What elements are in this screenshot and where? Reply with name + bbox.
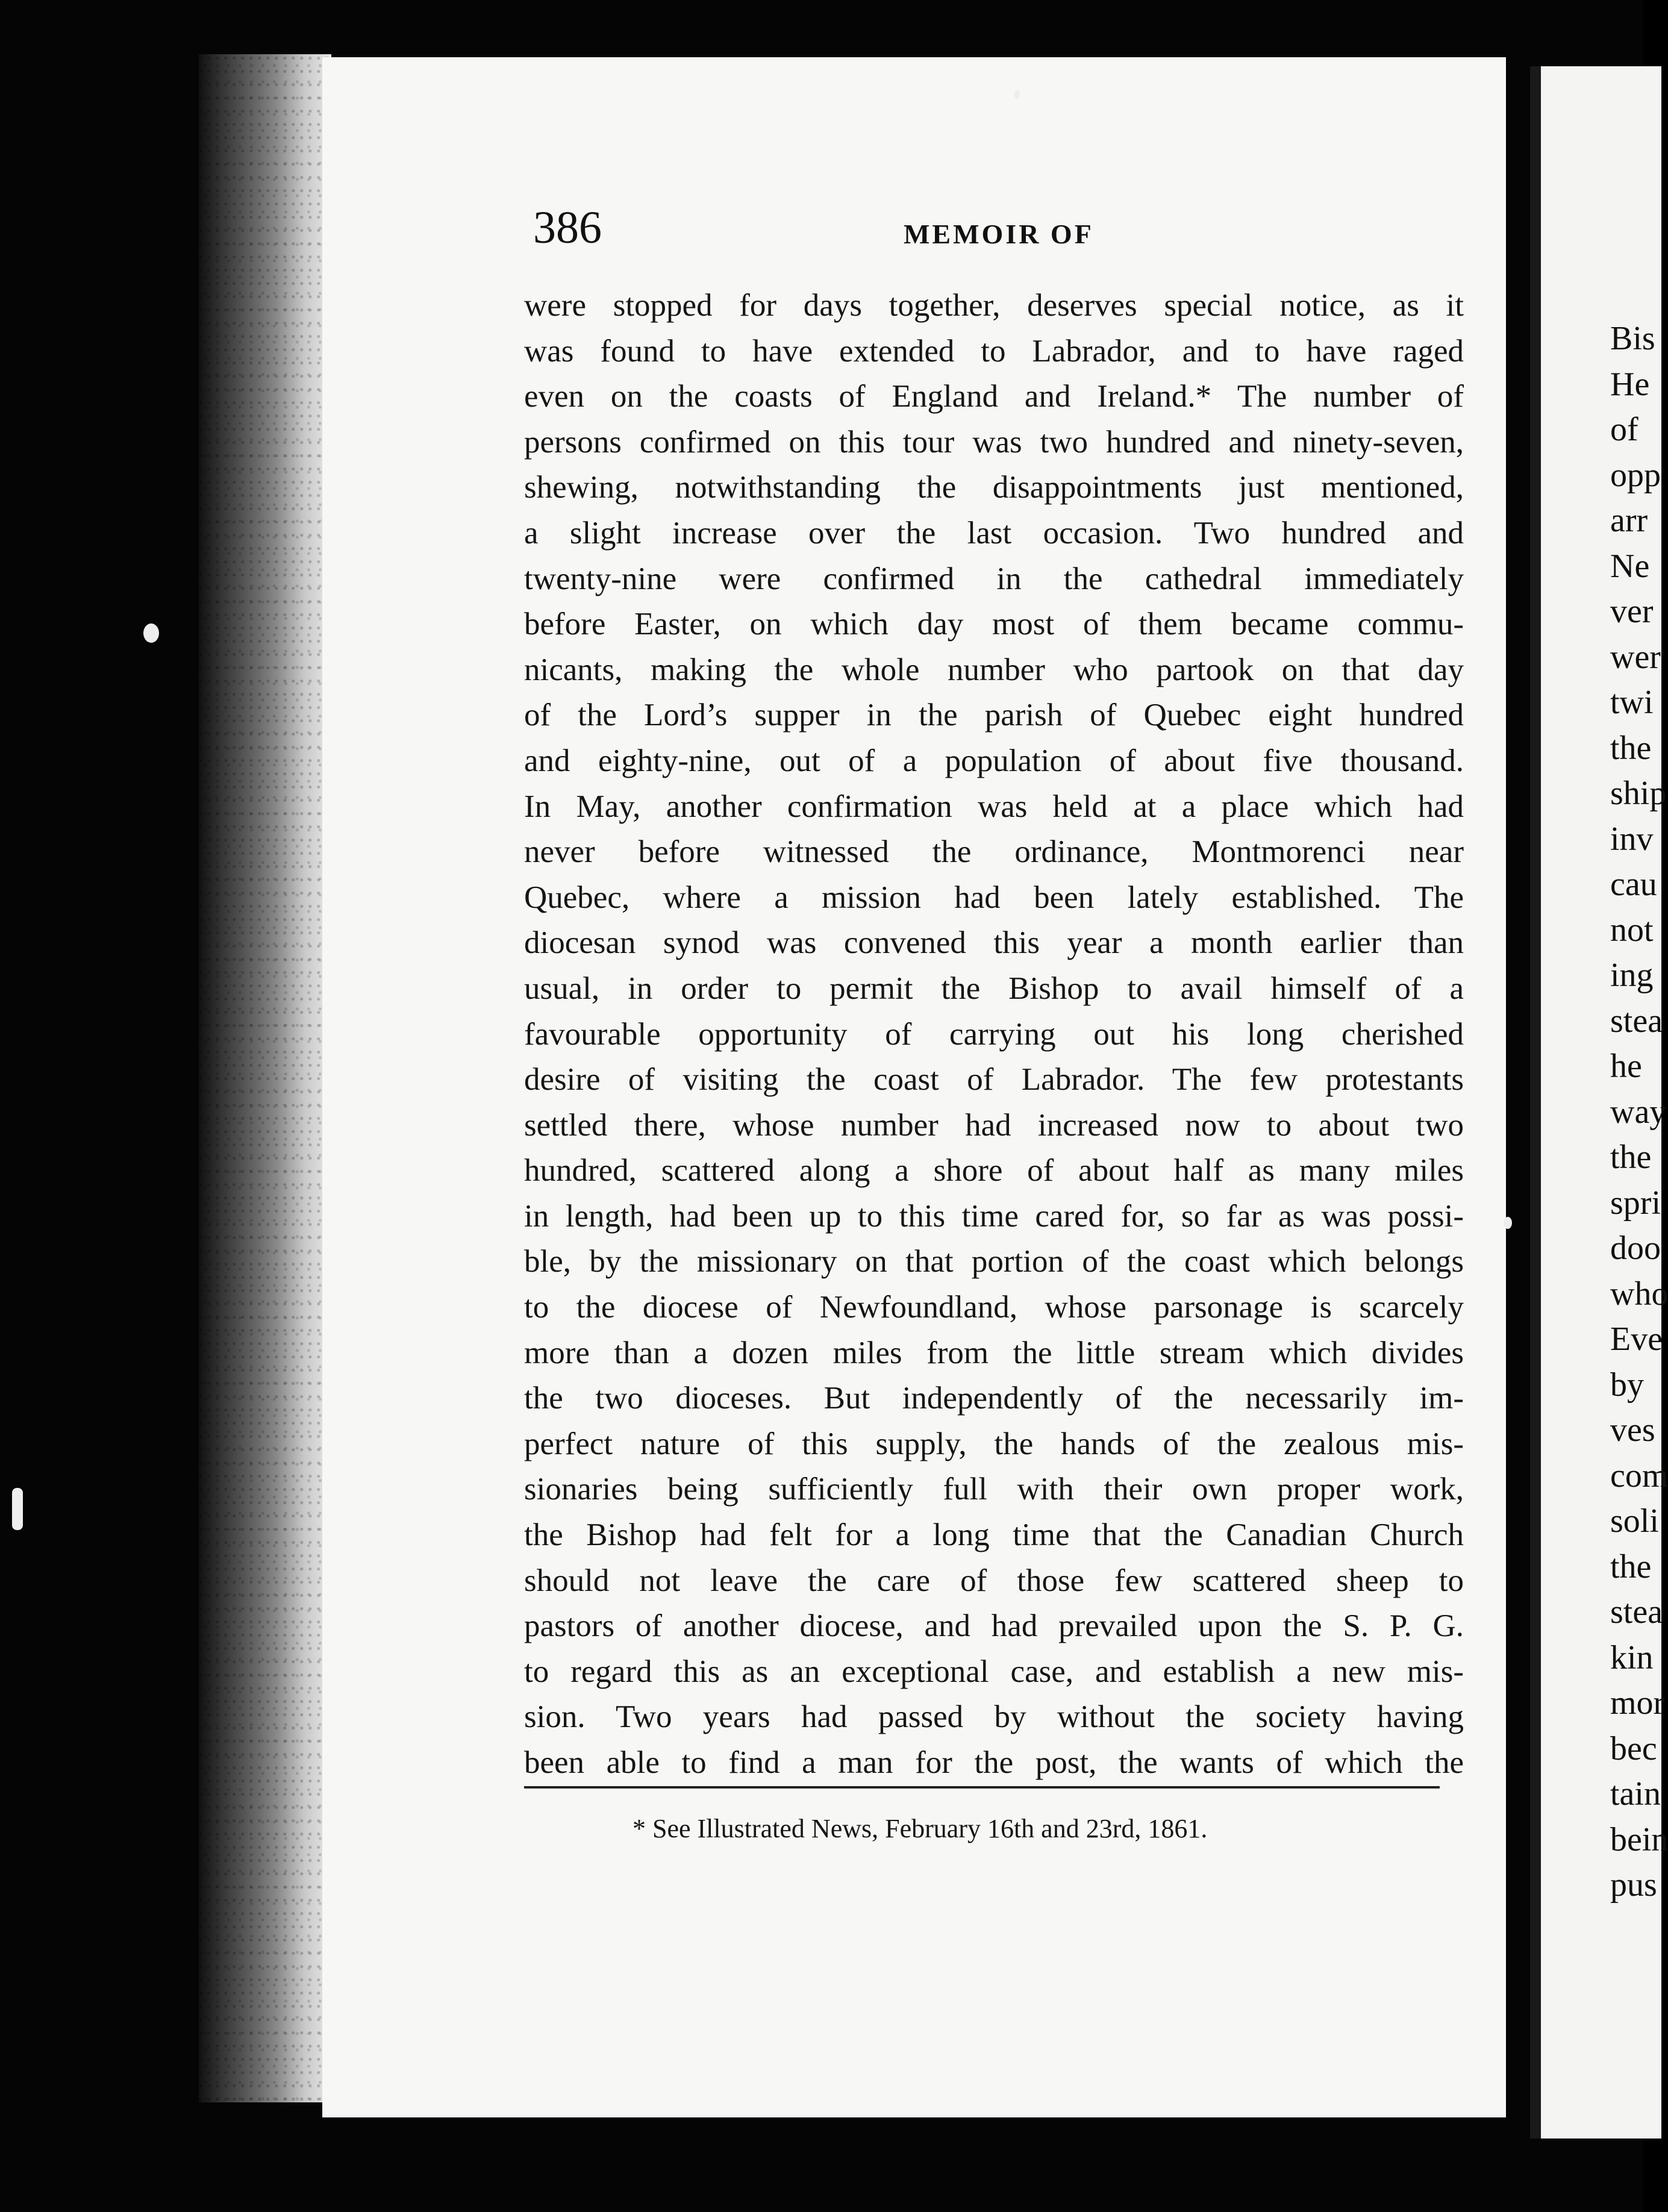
footnote: * See Illustrated News, February 16th and 23rd, 1861. bbox=[633, 1814, 1208, 1843]
page-number: 386 bbox=[533, 202, 602, 253]
text-line: Quebec, where a mission had been lately established. The bbox=[524, 879, 1464, 915]
right-page-word-fragment: mor bbox=[1610, 1684, 1665, 1722]
text-line: to regard this as an exceptional case, and establish a new mis- bbox=[524, 1654, 1464, 1689]
footnote-rule bbox=[524, 1786, 1440, 1789]
text-line: of the Lord’s supper in the parish of Quebec eight hundred bbox=[524, 698, 1464, 733]
text-line: settled there, whose number had increased now to about two bbox=[524, 1107, 1464, 1143]
right-page-word-fragment: soli bbox=[1610, 1502, 1659, 1540]
right-page-word-fragment: Bis bbox=[1610, 320, 1655, 357]
text-line: twenty-nine were confirmed in the cathedral immediately bbox=[524, 561, 1464, 596]
scan-speck bbox=[143, 623, 159, 643]
right-page-word-fragment: ing bbox=[1610, 957, 1654, 994]
text-line: nicants, making the whole number who partook on that day bbox=[524, 652, 1464, 687]
right-page-word-fragment: stea bbox=[1610, 1593, 1663, 1631]
right-page-word-fragment: opp bbox=[1610, 456, 1661, 494]
text-line: the two dioceses. But independently of the necessarily im- bbox=[524, 1381, 1464, 1416]
text-line: should not leave the care of those few scattered sheep to bbox=[524, 1563, 1464, 1598]
running-title: MEMOIR OF bbox=[904, 219, 1094, 249]
right-page-word-fragment: the bbox=[1610, 1548, 1652, 1586]
text-line: persons confirmed on this tour was two hundred and ninety-seven, bbox=[524, 424, 1464, 460]
right-page-word-fragment: inv bbox=[1610, 820, 1654, 858]
text-line: in length, had been up to this time cared for, so far as was possi- bbox=[524, 1198, 1464, 1234]
text-line: more than a dozen miles from the little stream which divides bbox=[524, 1335, 1464, 1370]
text-line: and eighty-nine, out of a population of about five thousand. bbox=[524, 743, 1464, 778]
right-page-fragment bbox=[1530, 66, 1668, 2139]
right-page-word-fragment: bec bbox=[1610, 1729, 1657, 1767]
right-page-word-fragment: the bbox=[1610, 729, 1652, 767]
text-line: usual, in order to permit the Bishop to avail himself of a bbox=[524, 970, 1464, 1006]
scan-speck bbox=[1014, 90, 1020, 99]
right-page-word-fragment: pus bbox=[1610, 1866, 1657, 1904]
text-line: a slight increase over the last occasion. Two hundred and bbox=[524, 515, 1464, 551]
right-page-word-fragment: ship bbox=[1610, 775, 1667, 812]
right-page-word-fragment: com bbox=[1610, 1457, 1668, 1495]
right-page-word-fragment: twi bbox=[1610, 684, 1654, 721]
right-page-word-fragment: kin bbox=[1610, 1639, 1654, 1676]
right-page-word-fragment: spri bbox=[1610, 1184, 1661, 1222]
text-line: even on the coasts of England and Ireland.* The number of bbox=[524, 379, 1464, 414]
right-page-word-fragment: ves bbox=[1610, 1411, 1655, 1449]
right-page-word-fragment: the bbox=[1610, 1139, 1652, 1176]
scan-speck bbox=[1504, 1217, 1512, 1229]
right-page-word-fragment: He bbox=[1610, 365, 1650, 403]
right-page-word-fragment: way bbox=[1610, 1093, 1667, 1131]
text-line: sionaries being sufficiently full with their own proper work, bbox=[524, 1472, 1464, 1507]
right-page-word-fragment: stea bbox=[1610, 1002, 1663, 1040]
right-page-word-fragment: who bbox=[1610, 1275, 1668, 1313]
scan-speck bbox=[12, 1488, 23, 1530]
right-page-word-fragment: wer bbox=[1610, 638, 1661, 676]
text-line: hundred, scattered along a shore of about half as many miles bbox=[524, 1153, 1464, 1189]
text-line: pastors of another diocese, and had prevailed upon the S. P. G. bbox=[524, 1608, 1464, 1644]
text-line: In May, another confirmation was held at a place which had bbox=[524, 789, 1464, 824]
right-page-word-fragment: ver bbox=[1610, 593, 1654, 630]
right-page-word-fragment: by bbox=[1610, 1366, 1644, 1404]
text-line: was found to have extended to Labrador, and to have raged bbox=[524, 333, 1464, 369]
text-line: never before witnessed the ordinance, Montmorenci near bbox=[524, 834, 1464, 870]
text-line: the Bishop had felt for a long time that the Canadian Church bbox=[524, 1517, 1464, 1553]
right-page-word-fragment: Eve bbox=[1610, 1320, 1663, 1358]
right-page-word-fragment: cau bbox=[1610, 866, 1657, 903]
text-line: were stopped for days together, deserves special notice, as it bbox=[524, 288, 1464, 323]
right-page-word-fragment: not bbox=[1610, 911, 1654, 949]
right-page-word-fragment: bein bbox=[1610, 1820, 1668, 1858]
right-page-word-fragment: of bbox=[1610, 411, 1638, 448]
text-line: sion. Two years had passed by without the society having bbox=[524, 1699, 1464, 1735]
right-page-word-fragment: doo bbox=[1610, 1229, 1661, 1267]
text-line: perfect nature of this supply, the hands of the zealous mis- bbox=[524, 1426, 1464, 1461]
body-text bbox=[524, 283, 1464, 1786]
text-line: shewing, notwithstanding the disappointments just mentioned, bbox=[524, 470, 1464, 505]
text-line: to the diocese of Newfoundland, whose parsonage is scarcely bbox=[524, 1290, 1464, 1325]
text-line: favourable opportunity of carrying out his long cherished bbox=[524, 1016, 1464, 1052]
text-line: before Easter, on which day most of them became commu- bbox=[524, 607, 1464, 642]
right-page-word-fragment: he bbox=[1610, 1048, 1642, 1085]
text-line: diocesan synod was convened this year a month earlier than bbox=[524, 925, 1464, 961]
text-line: ble, by the missionary on that portion of the coast which belongs bbox=[524, 1244, 1464, 1279]
text-line: been able to find a man for the post, the wants of which the bbox=[524, 1745, 1464, 1780]
right-page-word-fragment: Ne bbox=[1610, 547, 1650, 585]
right-page-word-fragment: arr bbox=[1610, 502, 1648, 539]
text-line: desire of visiting the coast of Labrador. The few protestants bbox=[524, 1062, 1464, 1098]
book-page-edges bbox=[199, 54, 331, 2102]
right-page-word-fragment: tain bbox=[1610, 1775, 1661, 1813]
